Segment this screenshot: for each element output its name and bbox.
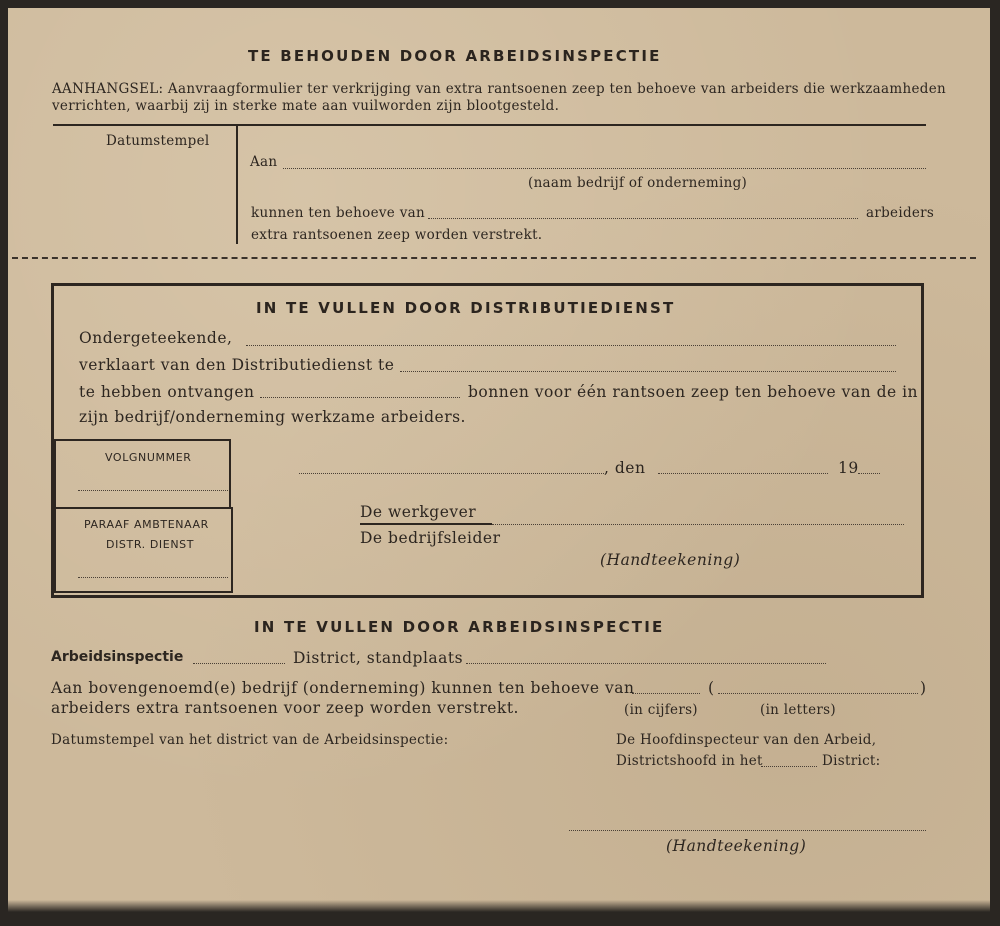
declares-label: verklaart van den Distributiedienst te	[79, 356, 395, 374]
date-field[interactable]	[658, 473, 828, 474]
serial-number-label: VOLGNUMMER	[105, 451, 192, 464]
appendix-line-1: AANHANGSEL: Aanvraagformulier ter verkrijging van extra rantsoenen zeep ten behoeve van arbeiders die werkzaamheden	[52, 81, 946, 97]
top-section-title: TE BEHOUDEN DOOR ARBEIDSINSPECTIE	[248, 47, 662, 65]
manager-label: De bedrijfsleider	[360, 529, 501, 547]
extra-rations-label: extra rantsoenen zeep worden verstrekt.	[251, 227, 543, 243]
date-stamp-label: Datumstempel	[106, 133, 210, 149]
employer-underline	[360, 523, 492, 525]
year-prefix: 19	[838, 459, 859, 477]
district-head-label: Districtshoofd in het	[616, 753, 763, 769]
workers-count-field[interactable]	[428, 218, 858, 219]
can-for-label: kunnen ten behoeve van	[251, 205, 425, 221]
coupons-label: bonnen voor één rantsoen zeep ten behoeve van de in	[468, 383, 919, 401]
inspection-field[interactable]	[193, 663, 285, 664]
official-initials-label-1: PARAAF AMBTENAAR	[84, 518, 209, 531]
district-word-label: District:	[822, 753, 881, 769]
district-date-stamp-label: Datumstempel van het district van de Arbeidsinspectie:	[51, 732, 449, 748]
inspection-signature-label: (Handteekening)	[666, 837, 807, 855]
undersigned-name-field[interactable]	[246, 345, 896, 346]
coupons-count-field[interactable]	[260, 397, 460, 398]
above-company-label: Aan bovengenoemd(e) bedrijf (onderneming) kunnen ten behoeve van	[51, 679, 635, 697]
inspection-label: Arbeidsinspectie	[51, 649, 184, 665]
cut-line	[12, 257, 976, 259]
received-label: te hebben ontvangen	[79, 383, 255, 401]
workers-letters-field[interactable]	[718, 693, 918, 694]
place-field[interactable]	[299, 473, 604, 474]
to-label: Aan	[250, 154, 278, 170]
paren-open: (	[708, 679, 715, 697]
company-name-hint: (naam bedrijf of onderneming)	[528, 175, 748, 191]
employer-signature-field[interactable]	[492, 524, 904, 525]
torn-bottom-edge	[8, 900, 990, 920]
paren-close: )	[920, 679, 927, 697]
date-comma-label: , den	[604, 459, 646, 477]
distribution-signature-label: (Handteekening)	[600, 551, 741, 569]
district-location-field[interactable]	[466, 663, 826, 664]
workers-extra-rations-label: arbeiders extra rantsoenen voor zeep worden verstrekt.	[51, 699, 519, 717]
form-sheet	[8, 8, 990, 914]
distribution-section-title: IN TE VULLEN DOOR DISTRIBUTIEDIENST	[256, 299, 676, 317]
top-divider	[53, 124, 926, 126]
in-figures-label: (in cijfers)	[624, 702, 698, 718]
year-field[interactable]	[858, 473, 880, 474]
workers-label: arbeiders	[866, 205, 935, 221]
employed-workers-label: zijn bedrijf/onderneming werkzame arbeiders.	[79, 408, 466, 426]
stamp-column-divider	[236, 124, 238, 244]
official-initials-label-2: DISTR. DIENST	[106, 538, 195, 551]
serial-number-box	[54, 439, 231, 509]
undersigned-label: Ondergeteekende,	[79, 329, 233, 347]
official-initials-field[interactable]	[78, 577, 228, 578]
chief-inspector-label: De Hoofdinspecteur van den Arbeid,	[616, 732, 877, 748]
company-name-field[interactable]	[283, 168, 926, 169]
distribution-place-field[interactable]	[400, 371, 896, 372]
appendix-line-2: verrichten, waarbij zij in sterke mate aan vuilworden zijn blootgesteld.	[52, 98, 560, 114]
employer-label: De werkgever	[360, 503, 477, 521]
district-name-field[interactable]	[761, 766, 817, 767]
serial-number-field[interactable]	[78, 490, 228, 491]
district-location-label: District, standplaats	[293, 649, 464, 667]
in-letters-label: (in letters)	[760, 702, 836, 718]
inspection-section-title: IN TE VULLEN DOOR ARBEIDSINSPECTIE	[254, 618, 665, 636]
workers-figures-field[interactable]	[632, 693, 700, 694]
inspector-signature-field[interactable]	[569, 830, 926, 831]
